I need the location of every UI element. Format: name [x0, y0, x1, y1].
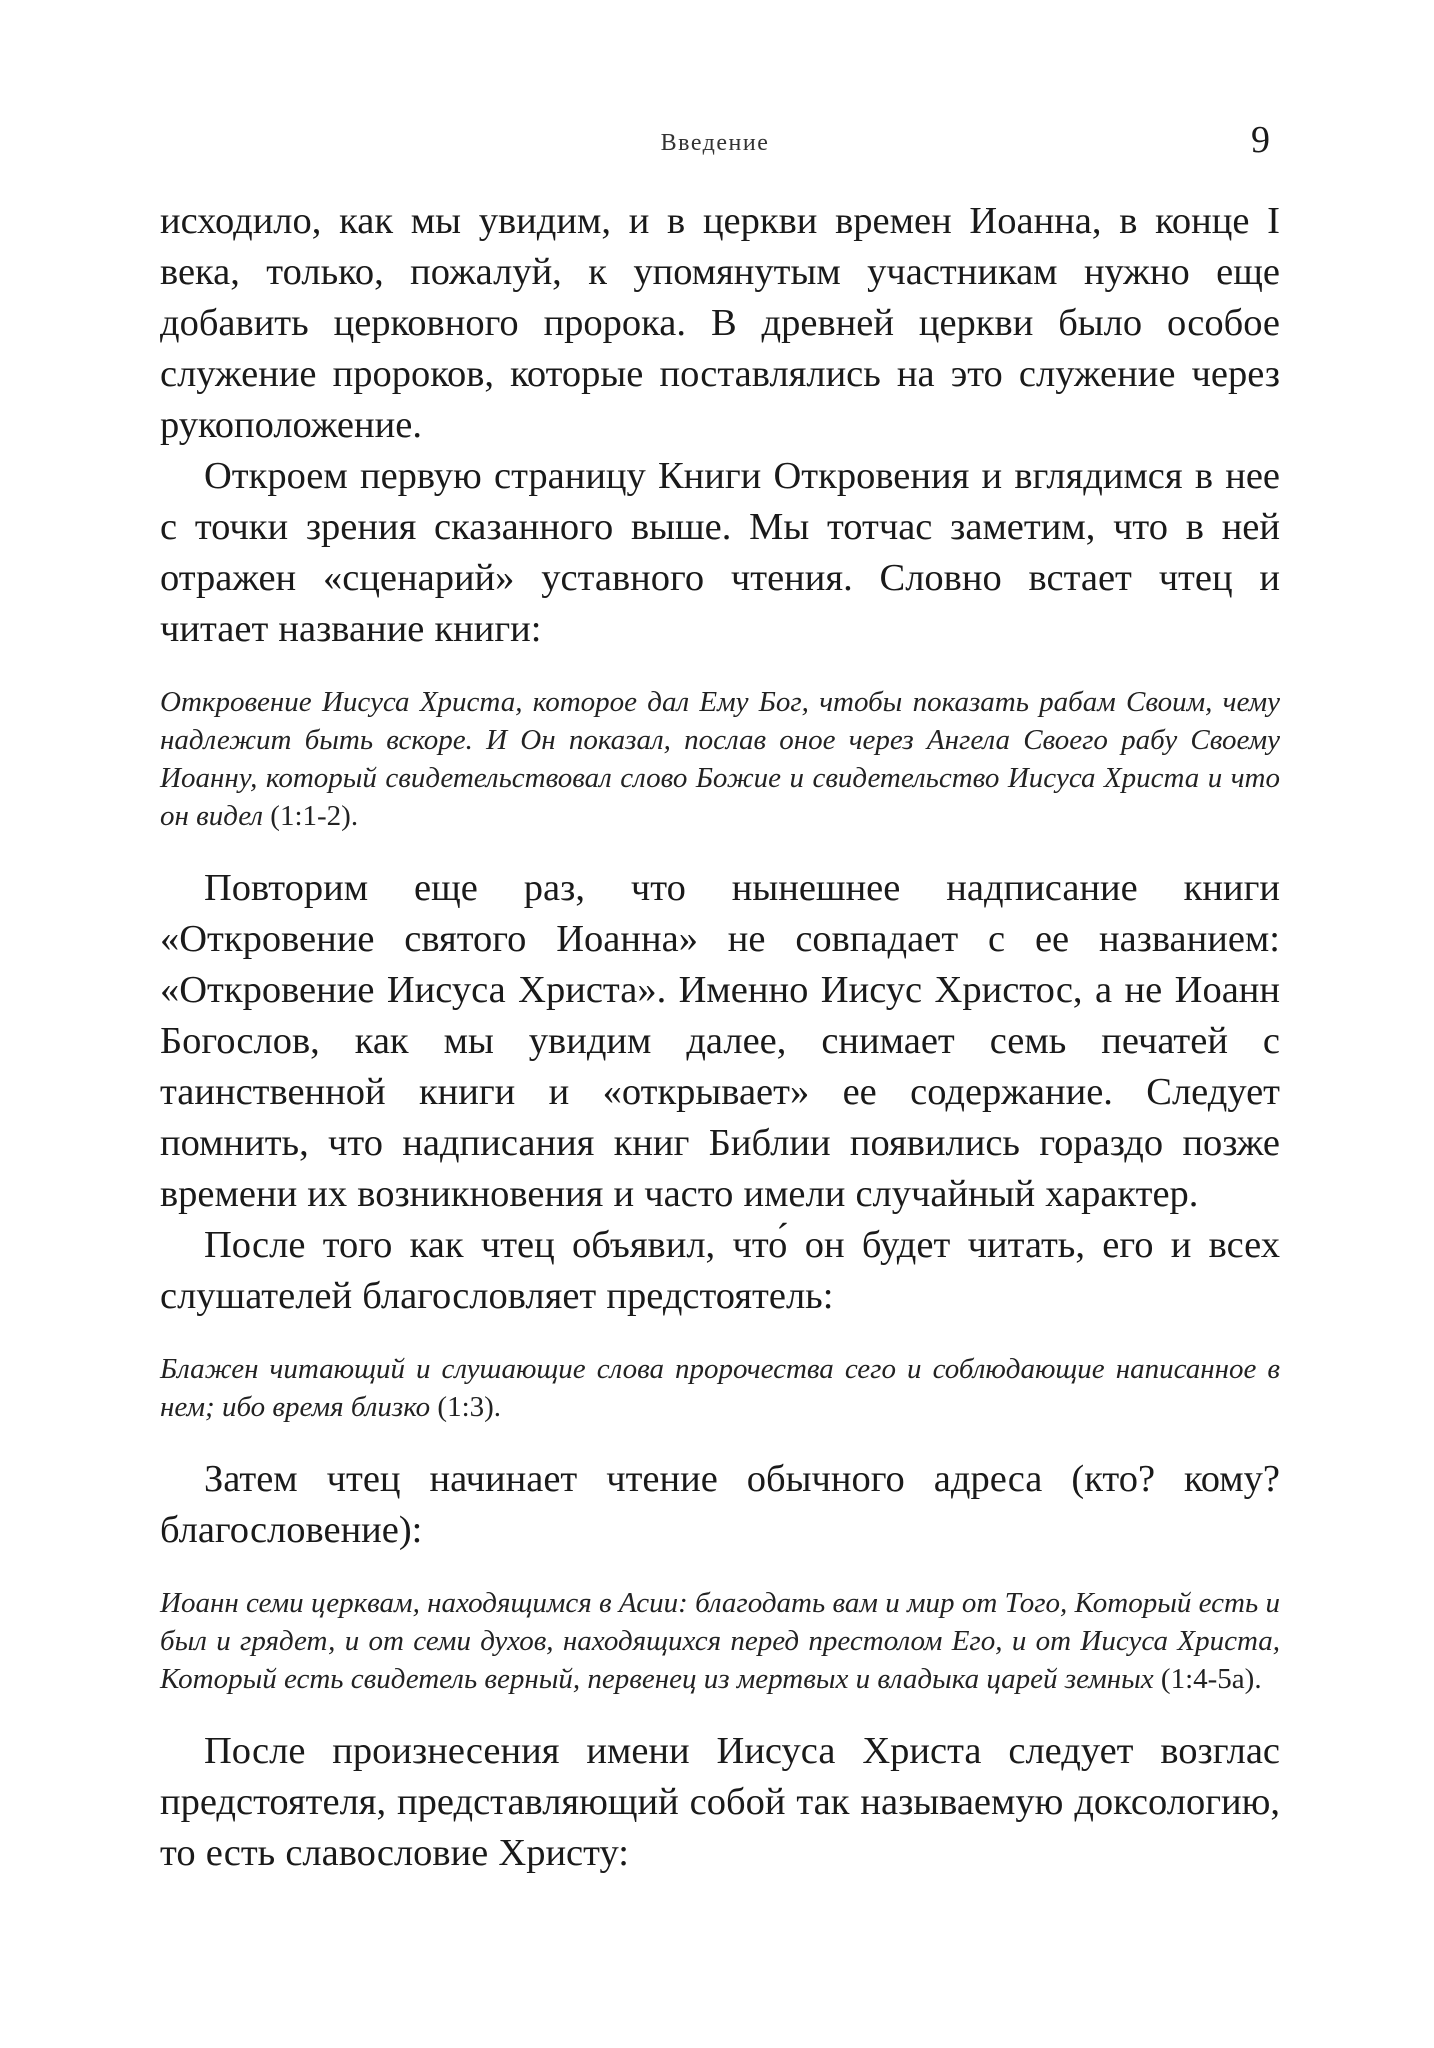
quote-text: Блажен читающий и слушающие слова пророчества сего и соблюдающие написанное в нем; ибо время близко	[160, 1353, 1280, 1423]
page-body	[160, 196, 1280, 1879]
page-number: 9	[1251, 119, 1270, 161]
scripture-quote	[160, 1584, 1280, 1698]
quote-text: Иоанн семи церквам, находящимся в Асии: благодать вам и мир от Того, Который есть и был и грядет, и от семи духов, находящихся перед престолом Его, и от Иисуса Христа, Который есть свидетель верный, первенец из мертвых и владыка царей земных	[160, 1587, 1280, 1695]
scripture-quote	[160, 683, 1280, 835]
paragraph: Откроем первую страницу Книги Откровения и вглядимся в нее с точки зрения сказанного выше. Мы тотчас заметим, что в ней отражен «сценарий» уставного чтения. Словно встает чтец и читает название книги:	[160, 455, 1280, 650]
scripture-quote	[160, 1350, 1280, 1426]
paragraph: После произнесения имени Иисуса Христа следует возглас предстоятеля, представляющий собой так называемую доксологию, то есть славословие Христу:	[160, 1730, 1280, 1874]
quote-text: Откровение Иисуса Христа, которое дал Ему Бог, чтобы показать рабам Своим, чему надлежит быть вскоре. И Он показал, послав оное через Ангела Своего рабу Своему Иоанну, который свидетельствовал слово Божие и свидетельство Иисуса Христа и что он видел	[160, 686, 1280, 832]
running-head	[160, 118, 1270, 168]
quote-reference: (1:1-2).	[263, 800, 359, 832]
paragraph: Повторим еще раз, что нынешнее надписание книги «Откровение святого Иоанна» не совпадает с ее названием: «Откровение Иисуса Христа». Именно Иисус Христос, а не Иоанн Богослов, как мы увидим далее, снимает семь печатей с таинственной книги и «открывает» ее содержание. Следует помнить, что надписания книг Библии появились гораздо позже времени их возникновения и часто имели случайный характер.	[160, 867, 1280, 1215]
paragraph: Затем чтец начинает чтение обычного адреса (кто? кому? благословение):	[160, 1458, 1280, 1551]
running-title: Введение	[660, 130, 770, 156]
paragraph-continuation: исходило, как мы увидим, и в церкви времен Иоанна, в конце I века, только, пожалуй, к упомянутым участникам нужно еще добавить церковного пророка. В древней церкви было особое служение пророков, которые поставлялись на это служение через рукоположение.	[160, 200, 1280, 446]
quote-reference: (1:4-5a).	[1153, 1663, 1262, 1695]
paragraph: После того как чтец объявил, что́ он будет читать, его и всех слушателей благословляет предстоятель:	[160, 1224, 1280, 1317]
quote-reference: (1:3).	[430, 1391, 502, 1423]
